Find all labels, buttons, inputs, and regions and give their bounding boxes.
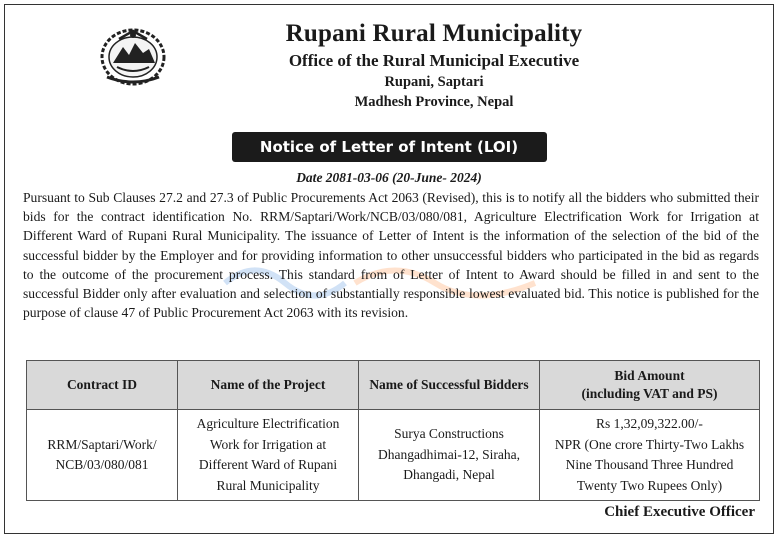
contract-id-line: NCB/03/080/081 bbox=[55, 457, 149, 472]
project-line: Agriculture Electrification bbox=[196, 416, 340, 431]
notice-title: Notice of Letter of Intent (LOI) bbox=[232, 132, 547, 162]
office-name: Office of the Rural Municipal Executive bbox=[288, 51, 580, 70]
notice-body: Pursuant to Sub Clauses 27.2 and 27.3 of Public Procurements Act 2063 (Revised), this is to notify all the bidders who submitted their bids for the contract identification No. RRM/Saptari/Work/NCB/03/080/081, Agriculture Electrification Work for Irrigation at Different Ward of Rupani Rural Municipality. The issuance of Letter of Intent is the information of the selection of the bid of the successful bidder by the Employer and for providing information to other unsuccessful bidders who participated in the bid as regards to the outcome of the procurement process. This standard from of Letter of Intent to Award should be filled in and sent to the successful Bidder only after evaluation and selection of substantially responsible lowest evaluated bid. This notice is published for the purpose of clause 47 of Public Procurement Act 2063 with its revision. bbox=[23, 190, 759, 321]
bidder-line: Dhangadi, Nepal bbox=[403, 467, 495, 483]
cell-contract-id bbox=[27, 410, 178, 501]
notice-document bbox=[4, 4, 774, 534]
organization-name: Rupani Rural Municipality bbox=[285, 20, 583, 47]
signatory-title: Chief Executive Officer bbox=[604, 504, 755, 520]
header-successful-bidders: Name of Successful Bidders bbox=[359, 361, 540, 410]
address-line-2: Madhesh Province, Nepal bbox=[354, 94, 514, 110]
header-bid-amount-line2: (including VAT and PS) bbox=[581, 386, 718, 401]
project-line: Different Ward of Rupani bbox=[198, 457, 338, 472]
amount-line: NPR (One crore Thirty-Two Lakhs bbox=[554, 436, 745, 452]
cell-successful-bidder bbox=[359, 410, 540, 501]
contract-id-line: RRM/Saptari/Work/ bbox=[47, 436, 157, 452]
header-bid-amount bbox=[540, 361, 760, 410]
address-line-1: Rupani, Saptari bbox=[384, 74, 484, 90]
table-row bbox=[27, 410, 760, 501]
header-contract-id: Contract ID bbox=[27, 361, 178, 410]
bidder-line: Dhangadhimai-12, Siraha, bbox=[377, 446, 521, 462]
letterhead bbox=[5, 19, 773, 112]
notice-date: Date 2081-03-06 (20-June- 2024) bbox=[296, 170, 482, 185]
bidder-line: Surya Constructions bbox=[394, 426, 504, 442]
cell-bid-amount bbox=[540, 410, 760, 501]
project-line: Work for Irrigation at bbox=[209, 436, 327, 452]
amount-line: Rs 1,32,09,322.00/- bbox=[596, 416, 703, 431]
cell-project-name bbox=[178, 410, 359, 501]
amount-line: Twenty Two Rupees Only) bbox=[576, 477, 723, 493]
loi-table bbox=[26, 360, 760, 501]
project-line: Rural Municipality bbox=[216, 477, 320, 493]
header-bid-amount-line1: Bid Amount bbox=[614, 368, 685, 383]
header-project-name: Name of the Project bbox=[178, 361, 359, 410]
amount-line: Nine Thousand Three Hundred bbox=[565, 457, 734, 472]
table-header-row bbox=[27, 361, 760, 410]
